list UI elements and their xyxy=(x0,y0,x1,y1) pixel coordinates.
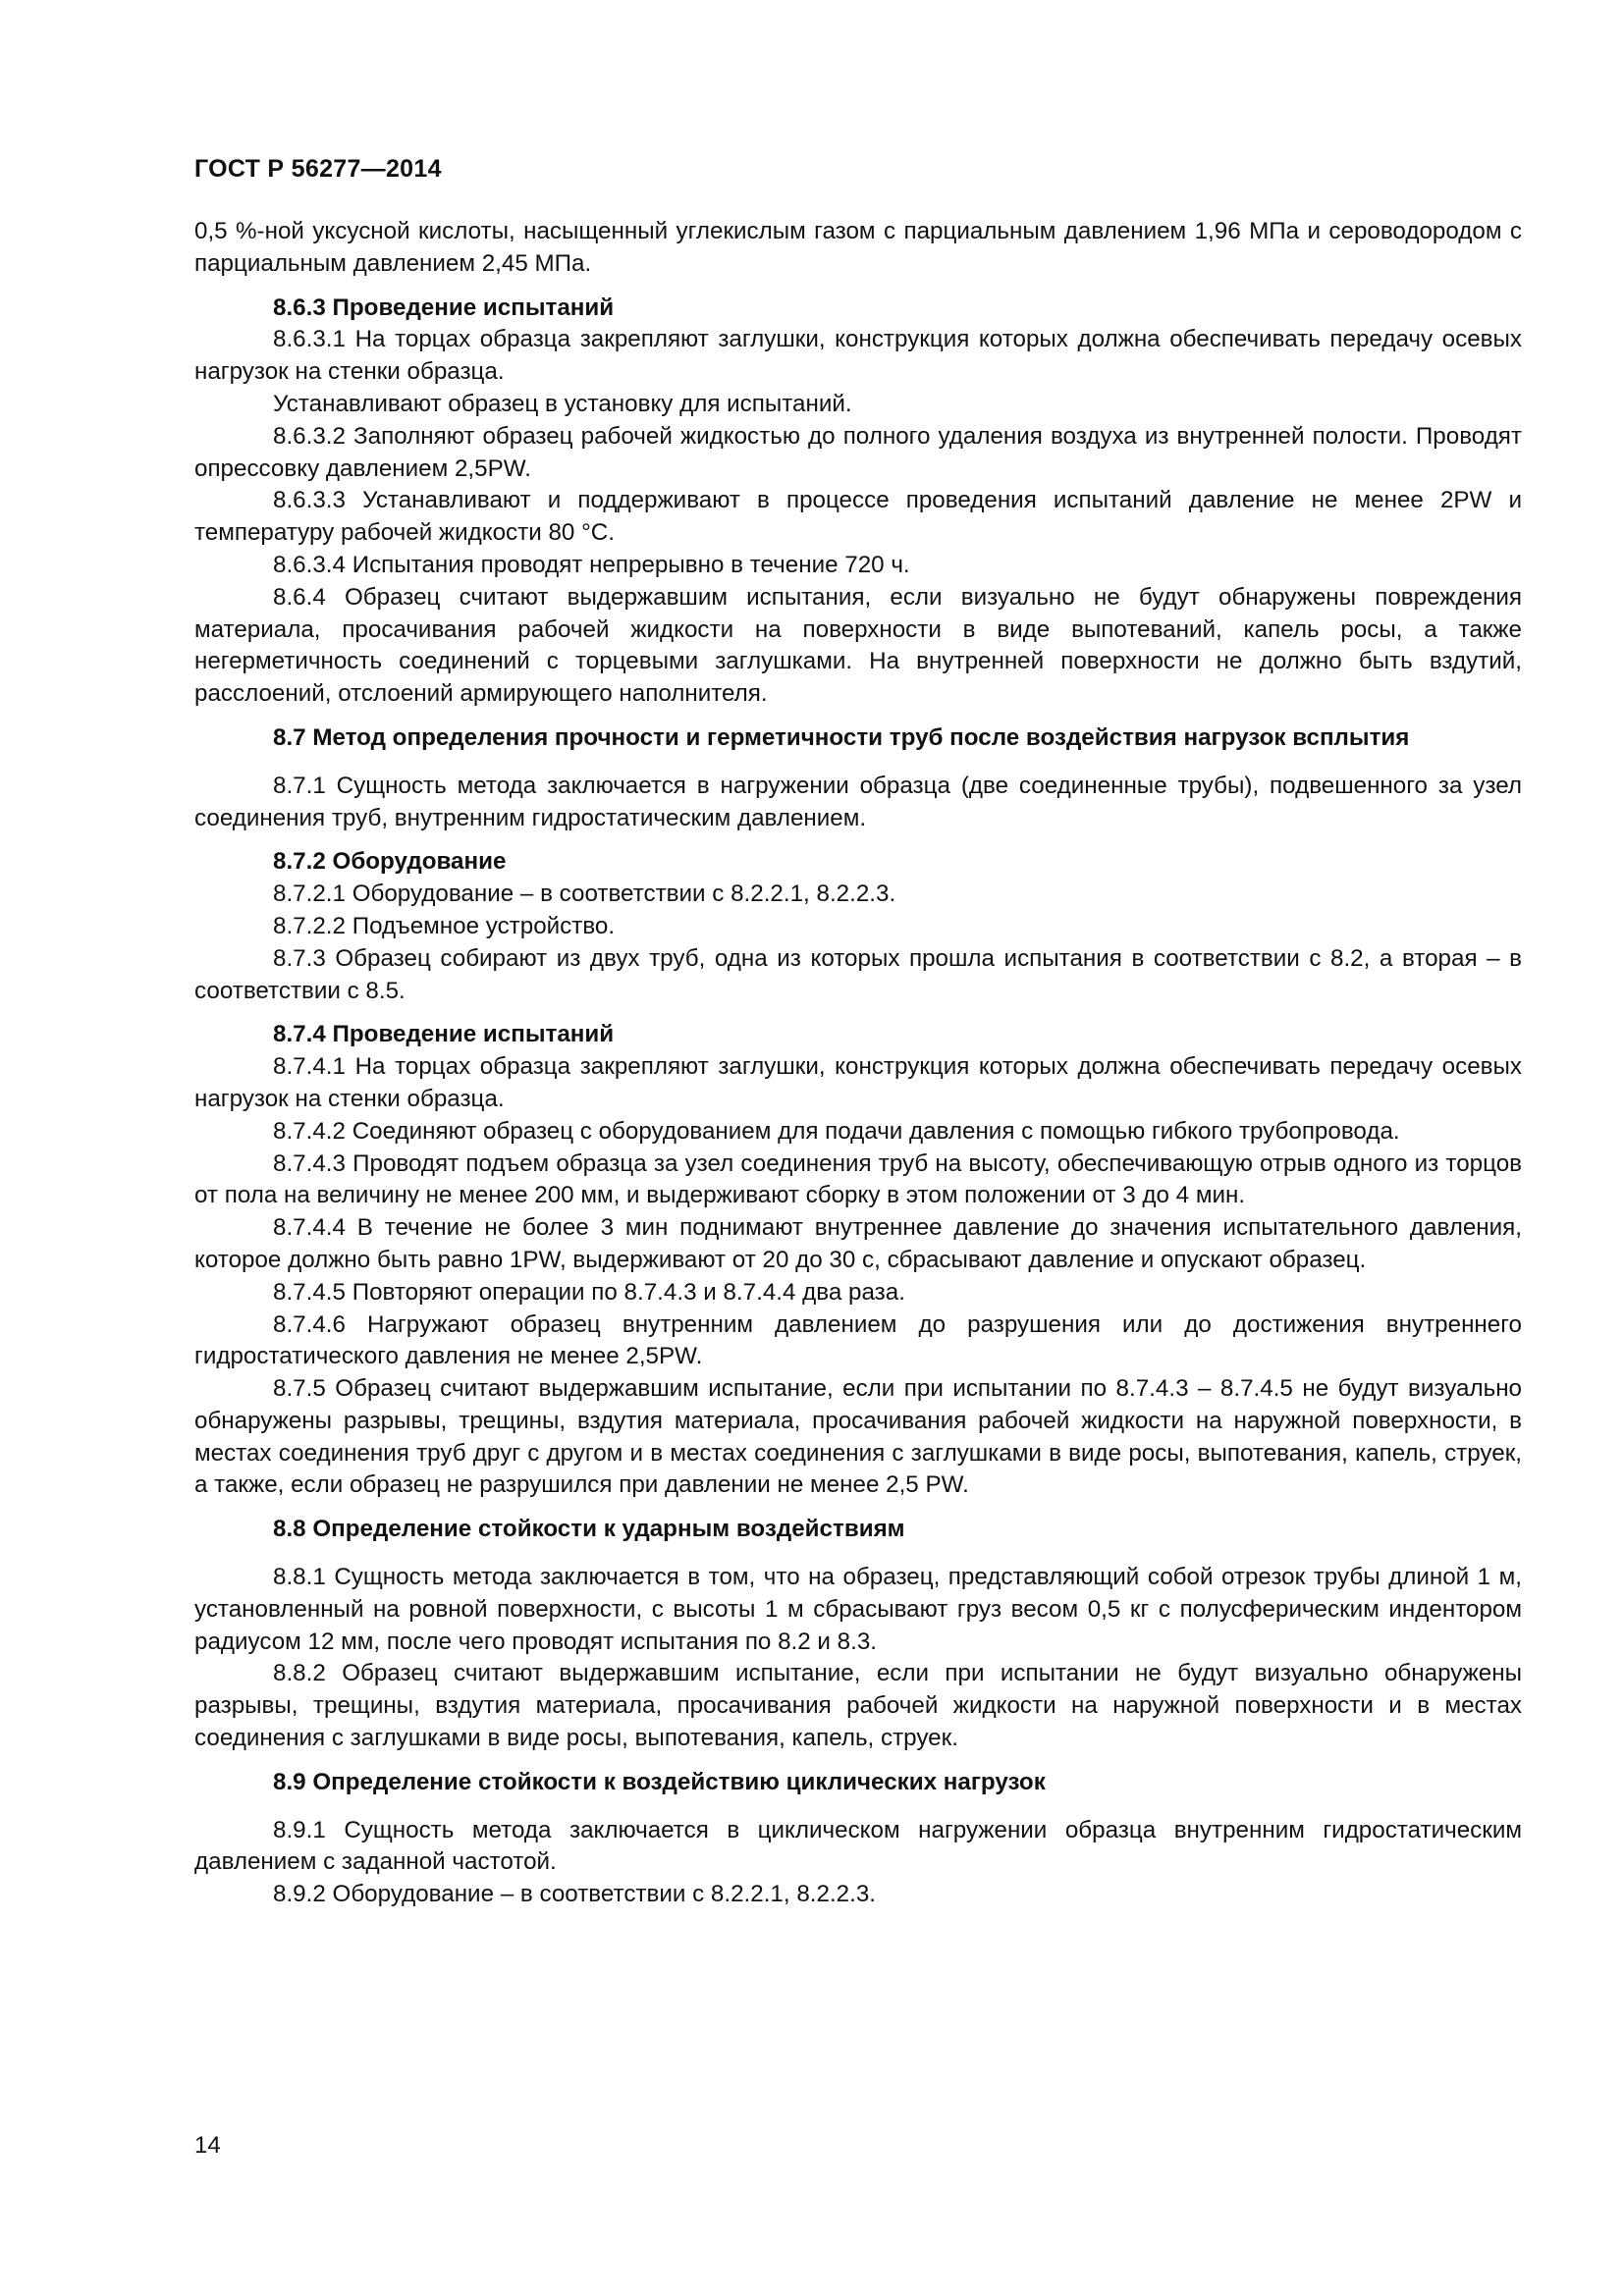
paragraph: 8.7.4.2 Соединяют образец с оборудованием для подачи давления с помощью гибкого трубопровода. xyxy=(273,1117,1400,1145)
paragraph: 8.7.4.5 Повторяют операции по 8.7.4.3 и 8.7.4.4 два раза. xyxy=(273,1278,905,1306)
paragraph: 8.7.1 Сущность метода заключается в нагружении образца (две соединенные трубы), подвешенного за узел соединения труб, внутренним гидростатическим давлением. xyxy=(194,772,1522,831)
section-heading: 8.6.3 Проведение испытаний xyxy=(273,294,615,321)
paragraph: 8.7.5 Образец считают выдержавшим испытание, если при испытании по 8.7.4.3 – 8.7.4.5 не будут визуально обнаружены разрывы, трещины, вздутия материала, просачивания рабочей жидкости на наружной поверхности, в местах соединения труб друг с другом и в местах соединения с заглушками в виде росы, выпотевания, капель, струек, а также, если образец не разрушился при давлении не менее 2,5 PW. xyxy=(194,1375,1522,1499)
section-heading: 8.9 Определение стойкости к воздействию циклических нагрузок xyxy=(273,1768,1046,1795)
paragraph: 8.6.3.4 Испытания проводят непрерывно в течение 720 ч. xyxy=(273,551,910,578)
paragraph: 8.6.3.1 На торцах образца закрепляют заглушки, конструкция которых должна обеспечивать передачу осевых нагрузок на стенки образца. xyxy=(194,326,1522,386)
paragraph: 8.9.1 Сущность метода заключается в циклическом нагружении образца внутренним гидростатическим давлением с заданной частотой. xyxy=(194,1816,1522,1876)
paragraph: 8.7.2.2 Подъемное устройство. xyxy=(273,912,616,939)
document-body xyxy=(194,216,1522,1911)
section-heading: 8.7.4 Проведение испытаний xyxy=(273,1021,615,1048)
section-heading: 8.7.2 Оборудование xyxy=(273,848,507,876)
paragraph: 8.6.3.3 Устанавливают и поддерживают в процессе проведения испытаний давление не менее 2PW и температуру рабочей жидкости 80 °С. xyxy=(194,487,1522,547)
paragraph: 8.7.4.4 В течение не более 3 мин поднимают внутреннее давление до значения испытательного давления, которое должно быть равно 1PW, выдерживают от 20 до 30 с, сбрасывают давление и опускают образец. xyxy=(194,1214,1522,1273)
paragraph: 8.8.2 Образец считают выдержавшим испытание, если при испытании не будут визуально обнаружены разрывы, трещины, вздутия материала, просачивания рабочей жидкости на наружной поверхности и в местах соединения с заглушками в виде росы, выпотевания, капель, струек. xyxy=(194,1660,1522,1752)
paragraph: 8.7.4.6 Нагружают образец внутренним давлением до разрушения или до достижения внутреннего гидростатического давления не менее 2,5PW. xyxy=(194,1310,1522,1370)
section-heading: 8.8 Определение стойкости к ударным воздействиям xyxy=(273,1516,905,1543)
paragraph: 8.6.3.2 Заполняют образец рабочей жидкостью до полного удаления воздуха из внутренней полости. Проводят опрессовку давлением 2,5PW. xyxy=(194,422,1522,482)
paragraph: 8.7.4.3 Проводят подъем образца за узел соединения труб на высоту, обеспечивающую отрыв одного из торцов от пола на величину не менее 200 мм, и выдерживают сборку в этом положении от 3 до 4 мин. xyxy=(194,1149,1522,1209)
page-number: 14 xyxy=(194,2132,221,2159)
section-heading: 8.7 Метод определения прочности и герметичности труб после воздействия нагрузок всплытия xyxy=(273,723,1410,751)
paragraph: 8.7.3 Образец собирают из двух труб, одна из которых прошла испытания в соответствии с 8.2, а вторая – в соответствии с 8.5. xyxy=(194,944,1522,1004)
paragraph: 8.7.2.1 Оборудование – в соответствии с 8.2.2.1, 8.2.2.3. xyxy=(273,881,896,908)
paragraph: 8.6.4 Образец считают выдержавшим испытания, если визуально не будут обнаружены повреждения материала, просачивания рабочей жидкости на поверхности в виде выпотеваний, капель росы, а также негерметичность соединений с торцевыми заглушками. На внутренней поверхности не должно быть вздутий, расслоений, отслоений армирующего наполнителя. xyxy=(194,583,1522,708)
paragraph: 8.9.2 Оборудование – в соответствии с 8.2.2.1, 8.2.2.3. xyxy=(273,1881,877,1908)
document-header: ГОСТ Р 56277—2014 xyxy=(194,155,442,183)
paragraph: 0,5 %-ной уксусной кислоты, насыщенный углекислым газом с парциальным давлением 1,96 МПа и сероводородом с парциальным давлением 2,45 МПа. xyxy=(194,218,1522,277)
paragraph: Устанавливают образец в установку для испытаний. xyxy=(273,390,852,417)
paragraph: 8.8.1 Сущность метода заключается в том, что на образец, представляющий собой отрезок трубы длиной 1 м, установленный на ровной поверхности, с высоты 1 м сбрасывают груз весом 0,5 кг с полусферическим индентором радиусом 12 мм, после чего проводят испытания по 8.2 и 8.3. xyxy=(194,1564,1522,1655)
paragraph: 8.7.4.1 На торцах образца закрепляют заглушки, конструкция которых должна обеспечивать передачу осевых нагрузок на стенки образца. xyxy=(194,1053,1522,1112)
